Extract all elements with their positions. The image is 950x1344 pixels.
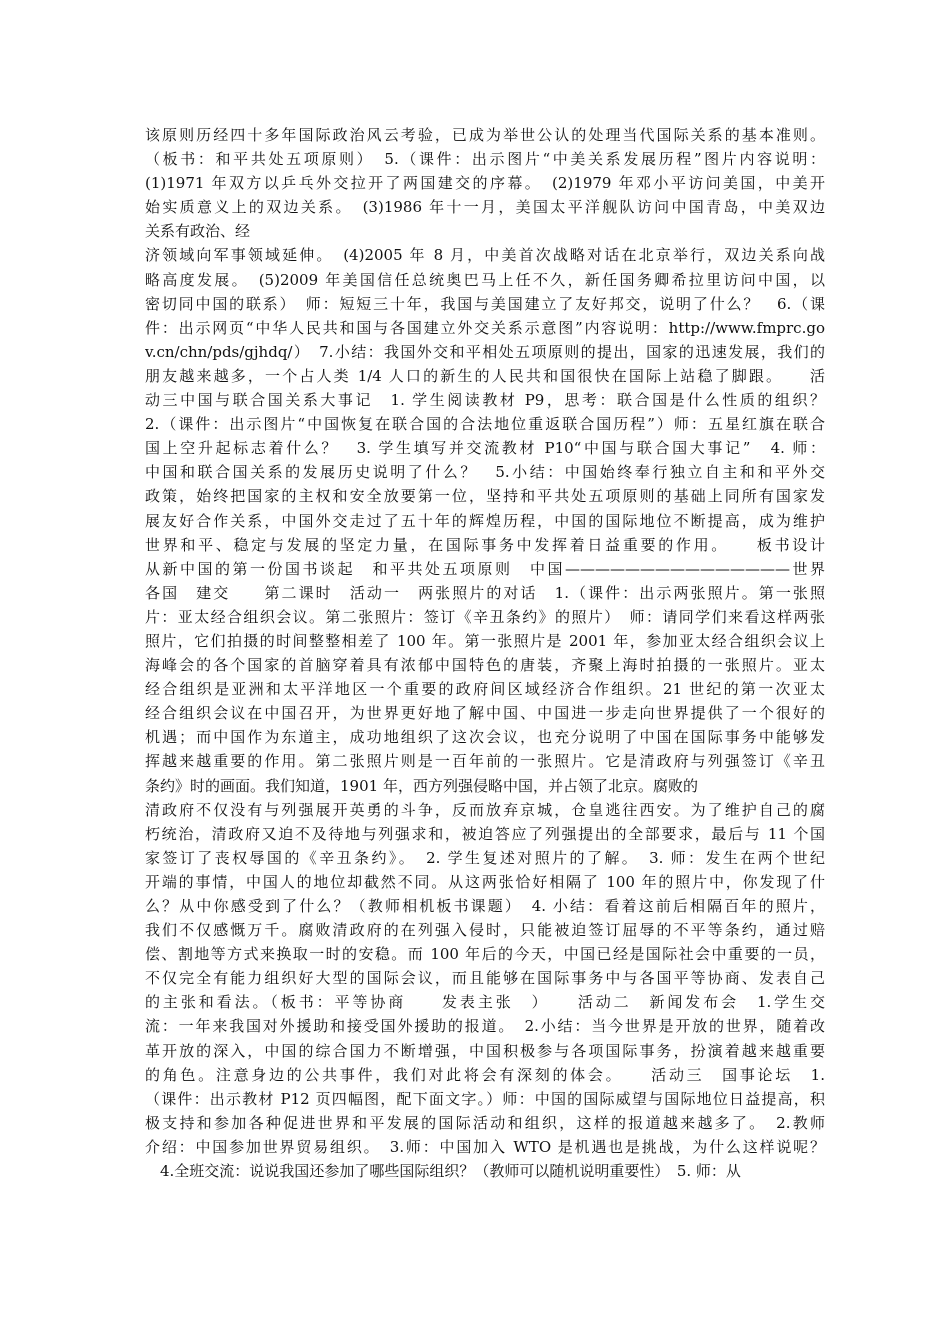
text-line: 件：出示网页“中华人民共和国与各国建立外交关系示意图”内容说明：http://www.fmprc.go xyxy=(145,318,825,337)
text-line: 我们不仅感慨万千。腐败清政府的在列强入侵时，只能被迫签订屈辱的不平等条约，通过赔 xyxy=(145,921,825,940)
text-line: 略高度发展。 (5)2009 年美国信任总统奥巴马上任不久，新任国务卿希拉里访问中国，以 xyxy=(145,270,825,289)
text-line: 国上空升起标志着什么？ 3. 学生填写并交流教材 P10“中国与联合国大事记” 4. 师： xyxy=(145,439,825,458)
text-line: 偿、割地等方式来换取一时的安稳。而 100 年后的今天，中国已经是国际社会中重要的一员， xyxy=(145,945,825,964)
text-line: 条约》时的画面。我们知道，1901 年，西方列强侵略中国，并占领了北京。腐败的 xyxy=(145,776,698,795)
text-line: 经合组织会议在中国召开，为世界更好地了解中国、中国进一步走向世界提供了一个很好的 xyxy=(145,704,825,723)
text-line: 从新中国的第一份国书谈起 和平共处五项原则 中国———————————————世界 xyxy=(145,559,825,578)
text-line: 各国 建交 第二课时 活动一 两张照片的对话 1.（课件：出示两张照片。第一张照 xyxy=(145,583,825,602)
text-line: 介绍：中国参加世界贸易组织。 3.师：中国加入 WTO 是机遇也是挑战，为什么这样说呢？ xyxy=(145,1137,825,1156)
text-line: 朋友越来越多，一个占人类 1/4 人口的新生的人民共和国很快在国际上站稳了脚跟。 活 xyxy=(145,366,825,385)
text-line: 革开放的深入，中国的综合国力不断增强，中国积极参与各项国际事务，扮演着越来越重要 xyxy=(145,1041,825,1060)
text-line: （板书：和平共处五项原则） 5.（课件：出示图片“中美关系发展历程”图片内容说明： xyxy=(145,150,825,169)
text-line: 机遇；而中国作为东道主，成功地组织了这次会议，也充分说明了中国在国际事务中能够发 xyxy=(145,728,825,747)
text-line: 挥越来越重要的作用。第二张照片则是一百年前的一张照片。它是清政府与列强签订《辛丑 xyxy=(145,752,825,771)
text-line: 开端的事情，中国人的地位却截然不同。从这两张恰好相隔了 100 年的照片中，你发现了什 xyxy=(145,872,825,891)
text-line: （课件：出示教材 P12 页四幅图，配下面文字。）师：中国的国际威望与国际地位日益提高，积 xyxy=(145,1089,825,1108)
text-line: 片：亚太经合组织会议。第二张照片：签订《辛丑条约》的照片） 师：请同学们来看这样两张 xyxy=(145,607,825,626)
text-line: 世界和平、稳定与发展的坚定力量，在国际事务中发挥着日益重要的作用。 板书设计 xyxy=(145,535,825,554)
body-text xyxy=(145,123,825,1183)
text-line: 清政府不仅没有与列强展开英勇的斗争，反而放弃京城，仓皇逃往西安。为了维护自己的腐 xyxy=(145,800,825,819)
text-line: 始实质意义上的双边关系。 (3)1986 年十一月，美国太平洋舰队访问中国青岛，中美双边 xyxy=(145,198,825,217)
text-line: 极支持和参加各种促进世界和平发展的国际活动和组织，这样的报道越来越多了。 2.教师 xyxy=(145,1113,825,1132)
text-line: 流：一年来我国对外援助和接受国外援助的报道。 2.小结：当今世界是开放的世界，随着改 xyxy=(145,1017,825,1036)
text-line: 济领域向军事领域延伸。 (4)2005 年 8 月，中美首次战略对话在北京举行，双边关系向战 xyxy=(145,246,825,265)
text-line: 中国和联合国关系的发展历史说明了什么？ 5.小结：中国始终奉行独立自主和和平外交 xyxy=(145,463,825,482)
text-line: 密切同中国的联系） 师：短短三十年，我国与美国建立了友好邦交，说明了什么？ 6.（课 xyxy=(145,294,825,313)
text-line: v.cn/chn/pds/gjhdq/） 7.小结：我国外交和平相处五项原则的提出，国家的迅速发展，我们的 xyxy=(145,342,825,361)
text-line: 么？从中你感受到了什么？（教师相机板书课题） 4. 小结：看着这前后相隔百年的照片， xyxy=(145,897,825,915)
text-line: 2.（课件：出示图片“中国恢复在联合国的合法地位重返联合国历程”）师：五星红旗在联合 xyxy=(145,415,825,434)
text-line: 经合组织是亚洲和太平洋地区一个重要的政府间区域经济合作组织。21 世纪的第一次亚太 xyxy=(145,680,825,699)
text-line: 4.全班交流：说说我国还参加了哪些国际组织？（教师可以随机说明重要性） 5. 师：从 xyxy=(145,1162,741,1181)
text-line: 照片，它们拍摄的时间整整相差了 100 年。第一张照片是 2001 年，参加亚太经合组织会议上 xyxy=(145,631,825,650)
text-line: 家签订了丧权辱国的《辛丑条约》。 2. 学生复述对照片的了解。 3. 师：发生在两个世纪 xyxy=(145,848,825,867)
text-line: 的主张和看法。（板书：平等协商 发表主张 ） 活动二 新闻发布会 1.学生交 xyxy=(145,993,825,1012)
text-line: 关系有政治、经 xyxy=(145,222,251,241)
text-line: 展友好合作关系，中国外交走过了五十年的辉煌历程，中国的国际地位不断提高，成为维护 xyxy=(145,511,825,530)
text-line: (1)1971 年双方以乒乓外交拉开了两国建交的序幕。 (2)1979 年邓小平访问美国，中美开 xyxy=(145,174,825,193)
text-line: 政策，始终把国家的主权和安全放要第一位，坚持和平共处五项原则的基础上同所有国家发 xyxy=(145,487,825,506)
text-line: 朽统治，清政府又迫不及待地与列强求和，被迫答应了列强提出的全部要求，最后与 11 个国 xyxy=(145,824,825,843)
text-line: 海峰会的各个国家的首脑穿着具有浓郁中国特色的唐装，齐聚上海时拍摄的一张照片。亚太 xyxy=(145,656,825,675)
text-line: 动三中国与联合国关系大事记 1. 学生阅读教材 P9，思考：联合国是什么性质的组织？ xyxy=(145,391,825,410)
text-line: 该原则历经四十多年国际政治风云考验，已成为举世公认的处理当代国际关系的基本准则。 xyxy=(145,126,825,144)
text-line: 的角色。注意身边的公共事件，我们对此将会有深刻的体会。 活动三 国事论坛 1. xyxy=(145,1065,825,1084)
text-line: 不仅完全有能力组织好大型的国际会议，而且能够在国际事务中与各国平等协商、发表自己 xyxy=(145,969,825,988)
